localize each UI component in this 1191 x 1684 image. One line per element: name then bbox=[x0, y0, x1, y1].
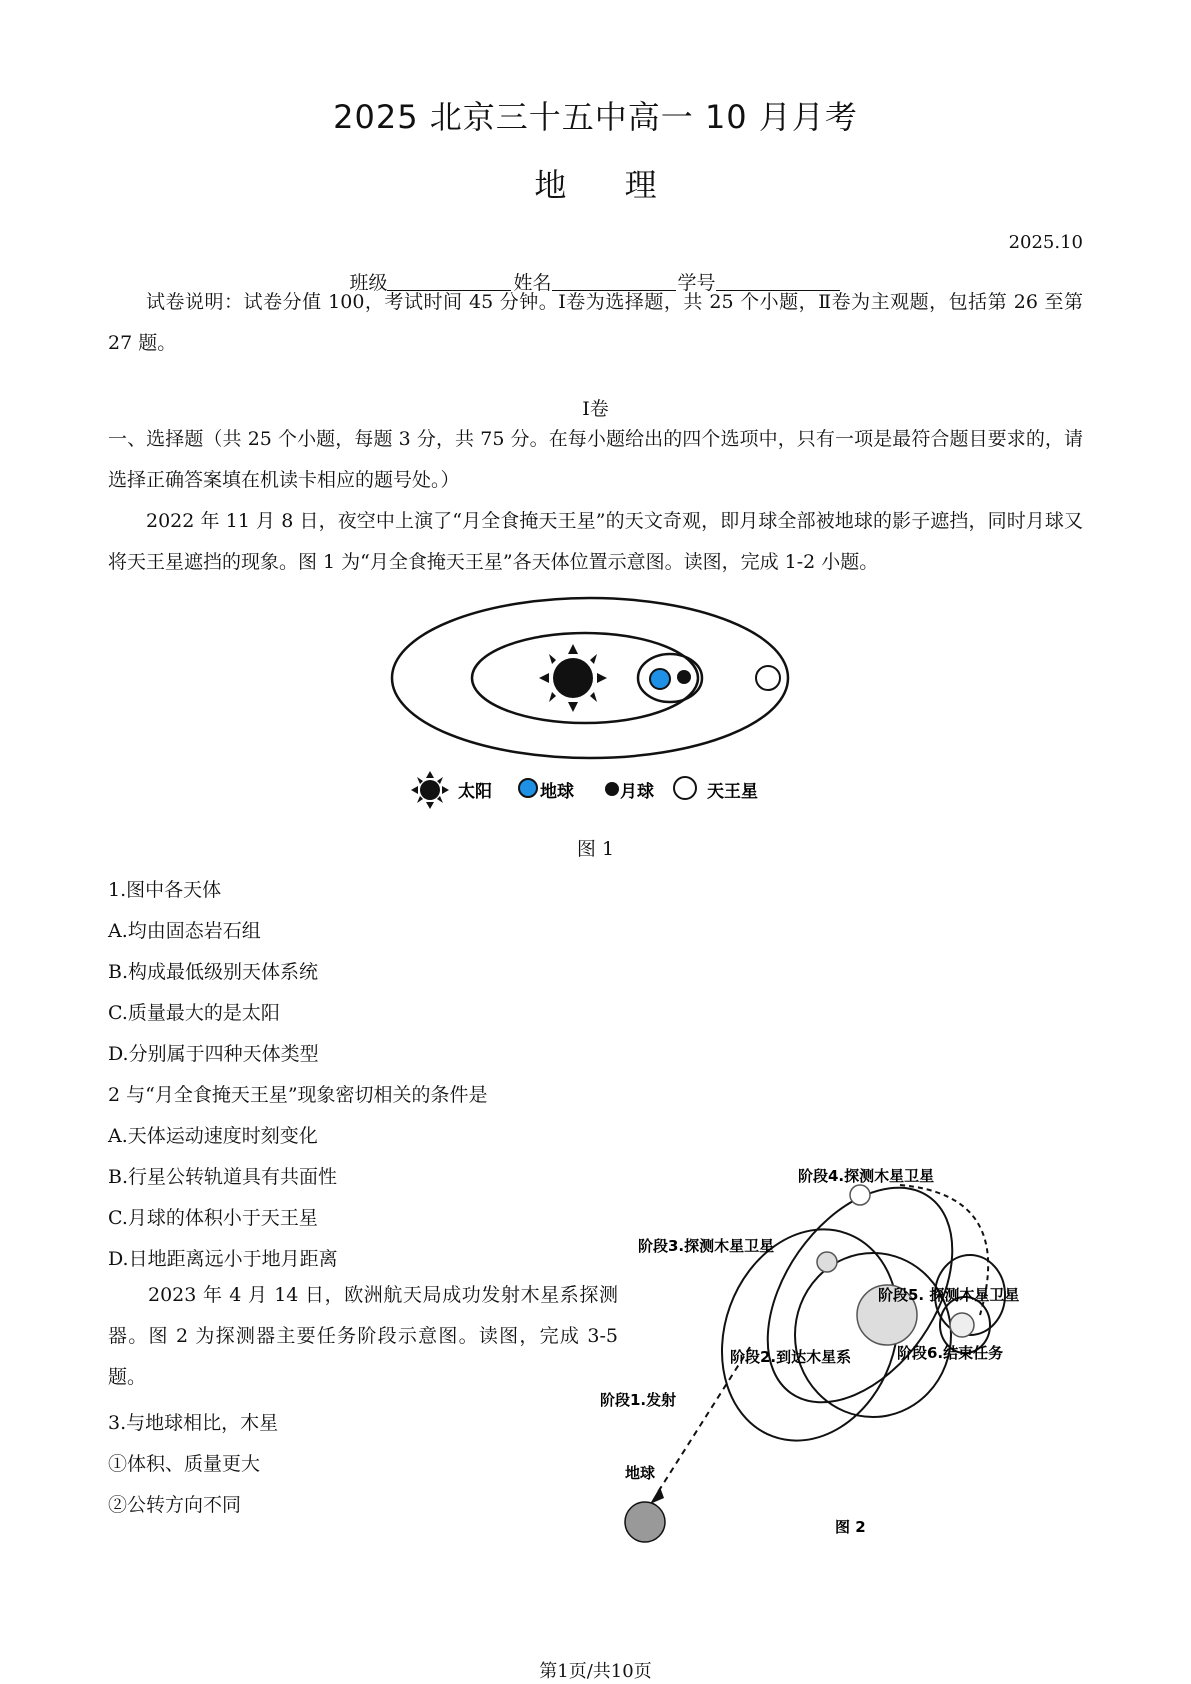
earth-legend-icon bbox=[519, 779, 537, 797]
uranus-icon bbox=[756, 666, 780, 690]
passage-1: 2022 年 11 月 8 日，夜空中上演了“月全食掩天王星”的天文奇观，即月球全部被地球的影子遮挡，同时月球又将天王星遮挡的现象。图 1 为“月全食掩天王星”各天体位置示意图。读图，完成 1-2 小题。 bbox=[108, 510, 1083, 573]
passage-2: 2023 年 4 月 14 日，欧洲航天局成功发射木星系探测器。图 2 为探测器主要任务阶段示意图。读图，完成 3-5 题。 bbox=[108, 1284, 618, 1388]
moon-icon bbox=[677, 670, 691, 684]
stage-1-label: 阶段1.发射 bbox=[600, 1391, 677, 1409]
moon-legend-icon bbox=[605, 782, 619, 796]
question-2-option-b: B.行星公转轨道具有共面性 bbox=[108, 1166, 338, 1188]
id-label: 学号 bbox=[677, 272, 716, 294]
legend-earth-label: 地球 bbox=[540, 782, 574, 802]
figure-2-caption: 图 2 bbox=[835, 1518, 866, 1536]
earth-icon bbox=[625, 1502, 665, 1542]
legend-moon-label: 月球 bbox=[620, 782, 654, 802]
question-1-stem: 1.图中各天体 bbox=[108, 879, 222, 901]
exam-title: 2025 北京三十五中高一 10 月月考 bbox=[333, 98, 858, 136]
earth-label: 地球 bbox=[625, 1464, 656, 1482]
legend-sun-label: 太阳 bbox=[458, 782, 492, 802]
figure-2-diagram bbox=[600, 1165, 1090, 1545]
question-3-option-2: ②公转方向不同 bbox=[108, 1494, 242, 1516]
question-2-stem: 2 与“月全食掩天王星”现象密切相关的条件是 bbox=[108, 1084, 488, 1106]
stage-6-label: 阶段6.结束任务 bbox=[897, 1344, 1004, 1362]
question-3-stem: 3.与地球相比，木星 bbox=[108, 1412, 279, 1434]
volume-heading: Ⅰ卷 bbox=[582, 398, 609, 420]
subject-title: 地 理 bbox=[534, 166, 657, 204]
instructions: 试卷说明：试卷分值 100，考试时间 45 分钟。Ⅰ卷为选择题，共 25 个小题，Ⅱ卷为主观题，包括第 26 至第 27 题。 bbox=[108, 291, 1083, 354]
sun-icon bbox=[539, 644, 607, 712]
figure-1-diagram bbox=[380, 588, 800, 813]
stage-3-label: 阶段3.探测木星卫星 bbox=[638, 1237, 775, 1255]
page-footer: 第1页/共10页 bbox=[539, 1661, 652, 1682]
exam-date: 2025.10 bbox=[1008, 232, 1083, 253]
moon-ganymede-icon bbox=[850, 1185, 870, 1205]
class-label: 班级 bbox=[349, 272, 388, 294]
launch-path bbox=[658, 1347, 750, 1492]
uranus-legend-icon bbox=[674, 777, 696, 799]
question-2-option-d: D.日地距离远小于地月距离 bbox=[108, 1248, 338, 1270]
section-heading: 一、选择题（共 25 个小题，每题 3 分，共 75 分。在每小题给出的四个选项中，只有一项是最符合题目要求的，请选择正确答案填在机读卡相应的题号处。） bbox=[108, 428, 1083, 491]
stage-5-label: 阶段5. 探测木星卫星 bbox=[878, 1286, 1020, 1304]
figure-1-caption: 图 1 bbox=[576, 838, 615, 860]
moon-callisto-icon bbox=[817, 1252, 837, 1272]
question-3-option-1: ①体积、质量更大 bbox=[108, 1453, 261, 1475]
question-2-option-c: C.月球的体积小于天王星 bbox=[108, 1207, 318, 1229]
arrow-icon bbox=[650, 1487, 664, 1504]
name-label: 姓名 bbox=[513, 272, 552, 294]
sun-legend-icon bbox=[411, 771, 449, 809]
stage-4-label: 阶段4.探测木星卫星 bbox=[798, 1167, 935, 1185]
question-1-option-c: C.质量最大的是太阳 bbox=[108, 1002, 280, 1024]
legend-uranus-label: 天王星 bbox=[707, 782, 758, 802]
question-1-option-a: A.均由固态岩石组 bbox=[108, 920, 261, 942]
question-1-option-d: D.分别属于四种天体类型 bbox=[108, 1043, 319, 1065]
question-1-option-b: B.构成最低级别天体系统 bbox=[108, 961, 319, 983]
question-2-option-a: A.天体运动速度时刻变化 bbox=[108, 1125, 318, 1147]
moon-europa-icon bbox=[950, 1313, 974, 1337]
stage-2-label: 阶段2.到达木星系 bbox=[730, 1348, 852, 1366]
earth-icon bbox=[650, 669, 670, 689]
